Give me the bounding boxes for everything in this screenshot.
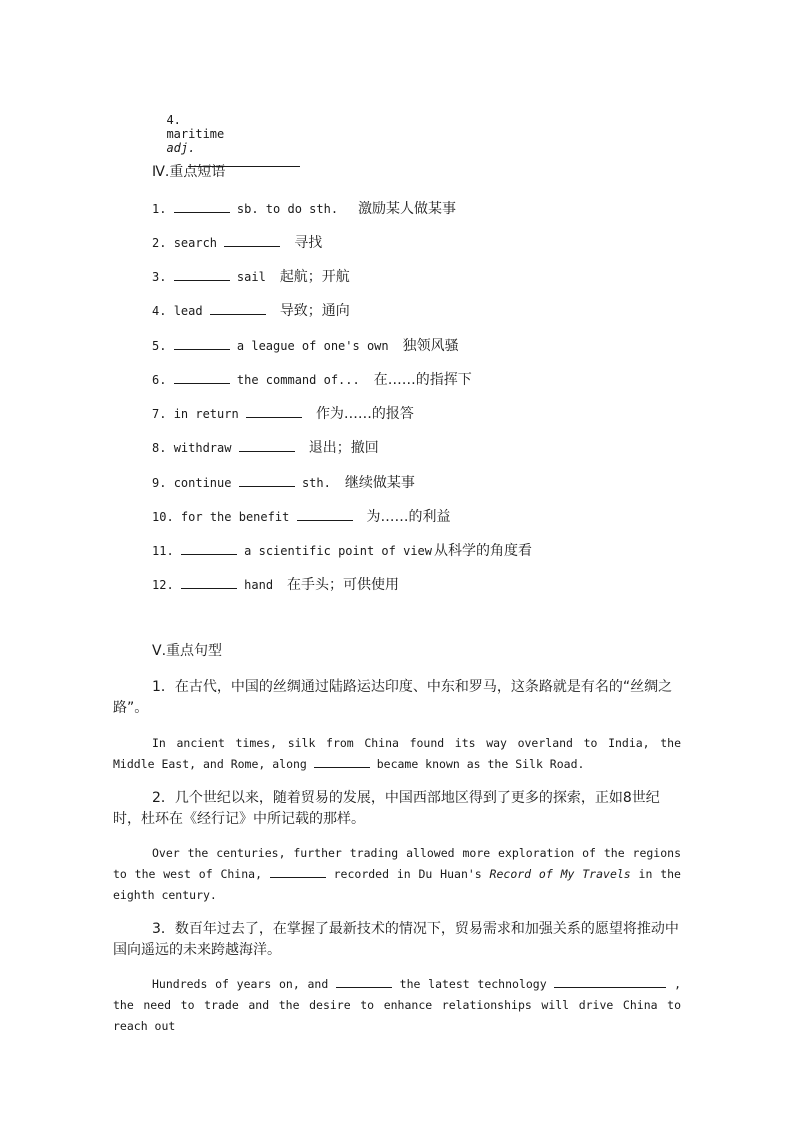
phrase-item (152, 234, 322, 252)
phrase-number: 2. (152, 236, 167, 250)
sentence-text: the latest technology (391, 977, 555, 991)
phrase-number: 5. (152, 339, 167, 353)
phrase-item (152, 337, 459, 355)
sentence-3-chinese: 3．数百年过去了，在掌握了最新技术的情况下，贸易需求和加强关系的愿望将推动中国向遥远的未来跨越海洋。 (113, 921, 679, 958)
answer-blank[interactable] (270, 866, 326, 878)
answer-blank[interactable] (174, 269, 230, 281)
phrase-meaning: 激励某人做某事 (358, 201, 457, 217)
vocab-item-4 (152, 99, 300, 170)
answer-blank[interactable] (336, 976, 392, 988)
answer-blank[interactable] (297, 509, 353, 521)
phrase-item (152, 542, 532, 560)
phrase-item (152, 268, 350, 286)
vocab-pos: adj. (166, 141, 196, 155)
phrase-item (152, 200, 456, 218)
sentence-text: recorded in Du Huan's (325, 867, 490, 881)
section-heading-sentences: Ⅴ.重点句型 (152, 643, 223, 659)
phrase-text: a scientific point of view (236, 544, 432, 558)
sentence-text: Over the centuries, further trading allowed more exploration of the regions to the west of China, (113, 846, 681, 881)
answer-blank[interactable] (174, 372, 230, 384)
sentence-text: became known as the Silk Road. (369, 757, 585, 771)
phrase-meaning: 导致；通向 (279, 303, 350, 319)
phrase-number: 12. (152, 578, 174, 592)
phrase-meaning: 继续做某事 (344, 475, 415, 491)
phrase-number: 7. (152, 407, 167, 421)
phrase-text: search (173, 236, 225, 250)
sentence-3-english (113, 974, 681, 1037)
phrase-item (152, 439, 379, 457)
answer-blank[interactable] (181, 577, 237, 589)
answer-blank[interactable] (239, 475, 295, 487)
answer-blank[interactable] (174, 201, 230, 213)
sentence-1-english (113, 733, 681, 775)
phrase-item (152, 508, 451, 526)
answer-blank[interactable] (224, 235, 280, 247)
phrase-text: sth. (294, 476, 331, 490)
sentence-2-english (113, 843, 681, 906)
phrase-text: for the benefit (180, 510, 297, 524)
sentence-text: in the eighth century. (113, 867, 681, 902)
sentence-2-chinese: 2．几个世纪以来，随着贸易的发展，中国西部地区得到了更多的探索，正如8世纪时，杜环在《经行记》中所记载的那样。 (113, 790, 660, 827)
phrase-text: the command of... (229, 373, 360, 387)
answer-blank[interactable] (174, 338, 230, 350)
vocab-number: 4. (166, 113, 181, 127)
phrase-meaning: 作为……的报答 (315, 406, 414, 422)
phrase-number: 9. (152, 476, 167, 490)
answer-blank[interactable] (554, 976, 666, 988)
phrase-text: sb. to do sth. (229, 202, 339, 216)
phrase-number: 6. (152, 373, 167, 387)
sentence-text: In ancient times, silk from China found its way overland to India, the Middle East, and Rome, along (113, 736, 681, 771)
phrase-text: in return (173, 407, 246, 421)
sentence-1-chinese: 1．在古代，中国的丝绸通过陆路运达印度、中东和罗马，这条路就是有名的“丝绸之路”。 (113, 679, 673, 716)
phrase-meaning: 在……的指挥下 (373, 372, 472, 388)
phrase-number: 10. (152, 510, 174, 524)
phrase-text: sail (229, 270, 266, 284)
phrase-meaning: 为……的利益 (366, 509, 451, 525)
phrase-number: 8. (152, 441, 167, 455)
answer-blank[interactable] (314, 756, 370, 768)
phrase-meaning: 从科学的角度看 (434, 543, 532, 559)
phrase-meaning: 在手头；可供使用 (287, 577, 400, 593)
book-title: Record of My Travels (489, 867, 631, 881)
answer-blank[interactable] (210, 303, 266, 315)
phrase-text: continue (173, 476, 239, 490)
phrase-text: withdraw (173, 441, 239, 455)
answer-blank[interactable] (181, 543, 237, 555)
phrase-item (152, 405, 414, 423)
phrase-number: 4. (152, 304, 167, 318)
phrase-number: 3. (152, 270, 167, 284)
phrase-item (152, 302, 350, 320)
sentence-text: , the need to trade and the desire to enhance relationships will drive China to reach out (113, 977, 681, 1033)
answer-blank[interactable] (246, 406, 302, 418)
phrase-number: 1. (152, 202, 167, 216)
phrase-item (152, 576, 399, 594)
answer-blank[interactable] (239, 440, 295, 452)
sentence-text: Hundreds of years on, and (152, 977, 336, 991)
phrase-meaning: 退出；撤回 (308, 440, 379, 456)
phrase-text: lead (173, 304, 210, 318)
phrase-text: hand (236, 578, 274, 592)
phrase-meaning: 寻找 (294, 235, 323, 251)
phrase-number: 11. (152, 544, 174, 558)
phrase-text: a league of one's own (229, 339, 389, 353)
vocab-word: maritime (166, 127, 225, 141)
phrase-meaning: 起航；开航 (279, 269, 350, 285)
section-heading-phrases: Ⅳ.重点短语 (152, 164, 226, 180)
phrase-item (152, 474, 415, 492)
phrase-meaning: 独领风骚 (402, 338, 459, 354)
phrase-item (152, 371, 472, 389)
